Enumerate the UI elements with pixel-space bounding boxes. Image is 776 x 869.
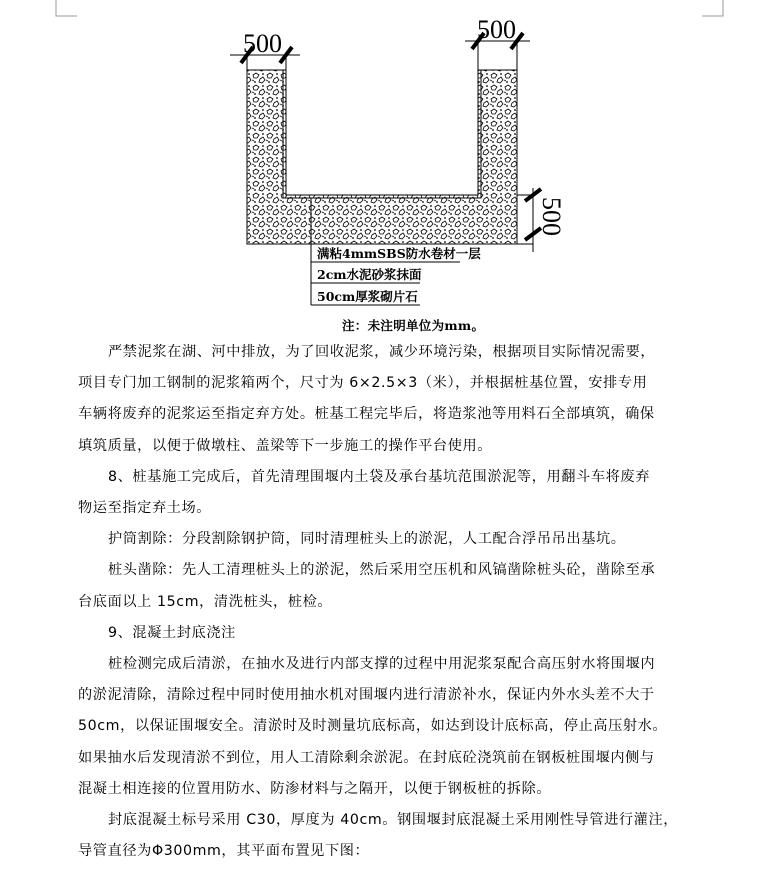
drawing-unit-note: 注：未注明单位为mm。 (342, 318, 485, 333)
paragraph-line: 物运至指定弃土场。 (78, 500, 212, 517)
mortar-lining-line (283, 70, 481, 198)
paragraph-line: 填筑质量，以便于做墩柱、盖梁等下一步施工的操作平台使用。 (78, 437, 493, 454)
layer-label-masonry: 50cm厚浆砌片石 (317, 289, 418, 304)
dimension-top-left (230, 29, 300, 70)
dimension-top-right (465, 15, 530, 70)
masonry-u-section (247, 70, 517, 244)
paragraph-line: 50cm，以保证围堰安全。清淤时及时测量坑底标高，如达到设计底标高，停止高压射水。 (78, 718, 668, 735)
channel-section-drawing (0, 0, 776, 320)
section-heading: 9、混凝土封底浇注 (108, 624, 236, 641)
paragraph-line: 的淤泥清除，清除过程中同时使用抽水机对围堰内进行清淤补水，保证内外水头差不大于 (78, 687, 655, 704)
paragraph-line: 车辆将废弃的泥浆运至指定弃方处。桩基工程完毕后，将造浆池等用料石全部填筑，确保 (78, 406, 655, 423)
paragraph-line: 台底面以上 15cm，清洗桩头，桩检。 (78, 593, 333, 610)
paragraph-line: 桩头凿除：先人工清理桩头上的淤泥，然后采用空压机和风镐凿除桩头砼，凿除至承 (108, 562, 656, 579)
paragraph-line: 混凝土相连接的位置用防水、防渗材料与之隔开，以便于钢板桩的拆除。 (78, 780, 552, 797)
paragraph-line: 护筒割除：分段割除钢护筒，同时清理桩头上的淤泥，人工配合浮吊吊出基坑。 (108, 531, 626, 548)
document-body (78, 337, 698, 867)
layer-label-mortar: 2cm水泥砂浆抹面 (317, 267, 422, 282)
layer-label-waterproof: 满粘4mmSBS防水卷材一层 (317, 246, 481, 261)
paragraph-line: 8、桩基施工完成后，首先清理围堰内土袋及承台基坑范围淤泥等，用翻斗车将废弃 (108, 468, 650, 485)
paragraph-line: 桩检测完成后清淤，在抽水及进行内部支撑的过程中用泥浆泵配合高压射水将围堰内 (108, 656, 656, 673)
paragraph-line: 导管直径为Φ300mm，其平面布置见下图： (78, 843, 370, 860)
paragraph-line: 项目专门加工钢制的泥浆箱两个，尺寸为 6×2.5×3（米），并根据桩基位置，安排专用 (78, 375, 648, 392)
dim-right-text: 500 (537, 197, 566, 236)
dim-top-right-text: 500 (477, 15, 516, 44)
waterproof-lining-line (286, 70, 478, 195)
paragraph-line: 如果抽水后发现清淤不到位，用人工清除剩余淤泥。在封底砼浇筑前在钢板桩围堰内侧与 (78, 749, 655, 766)
dim-top-left-text: 500 (243, 29, 282, 58)
paragraph-line: 封底混凝土标号采用 C30，厚度为 40cm。钢围堰封底混凝土采用刚性导管进行灌注， (108, 812, 679, 829)
paragraph-line: 严禁泥浆在湖、河中排放，为了回收泥浆，减少环境污染，根据项目实际情况需要， (108, 344, 656, 360)
dimension-right (517, 188, 566, 252)
